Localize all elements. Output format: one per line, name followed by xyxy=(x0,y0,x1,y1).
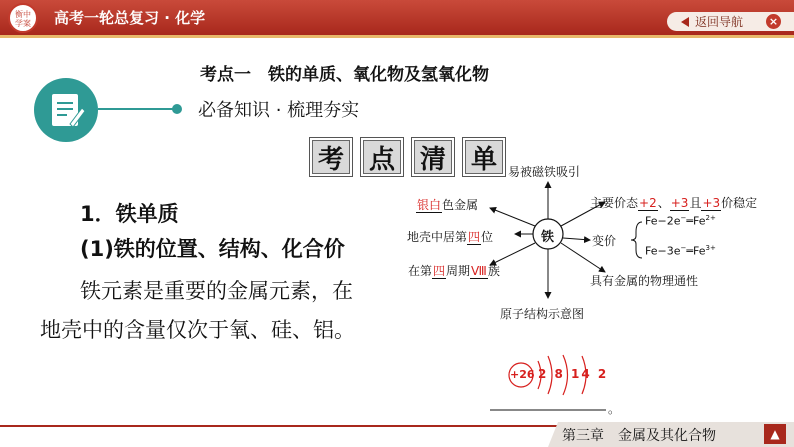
chapter-label: 第三章 金属及其化合物 xyxy=(562,428,716,444)
group-answer: Ⅷ xyxy=(471,264,487,278)
period-property xyxy=(408,262,500,279)
period-answer: 四 xyxy=(433,264,446,278)
physical-property: 具有金属的物理通性 xyxy=(590,274,699,288)
valence-answer-2: +3 xyxy=(670,196,689,210)
banner-char-3: 清 xyxy=(411,137,455,177)
period-mid: 周期 xyxy=(446,264,471,278)
eq1-electron-sup: − xyxy=(680,214,687,222)
period-suffix: 族 xyxy=(487,264,500,278)
eq1-ion-sup: 2+ xyxy=(705,214,716,222)
valence-brace xyxy=(631,222,642,258)
iron-center-label: 铁 xyxy=(541,230,555,245)
change-valence-label: 变价 xyxy=(592,234,617,248)
svg-text:衡中: 衡中 xyxy=(15,10,31,19)
blank-period: 。 xyxy=(608,402,621,416)
banner-char-4: 单 xyxy=(462,137,506,177)
close-icon[interactable]: × xyxy=(766,14,781,29)
paragraph-line-2: 地壳中的含量仅次于氧、硅、铝。 xyxy=(40,318,355,342)
equation-fe3 xyxy=(645,244,716,258)
svg-text:学案: 学案 xyxy=(15,19,31,28)
period-prefix: 在第 xyxy=(408,264,433,278)
crust-answer: 四 xyxy=(468,230,481,244)
valence-sep-1: 、 xyxy=(657,196,670,210)
color-answer: 银白 xyxy=(417,198,442,212)
valence-answer-3: +3 xyxy=(702,196,721,210)
section-subtitle: 必备知识 · 梳理夯实 xyxy=(198,100,360,121)
electron-shells: 2 8 14 2 xyxy=(538,367,609,381)
banner-char-2: 点 xyxy=(360,137,404,177)
color-property xyxy=(416,196,478,213)
nucleus-charge: +26 xyxy=(510,368,535,381)
scroll-top-icon[interactable]: ▲ xyxy=(764,424,786,444)
eq2-electron-sup: − xyxy=(680,244,687,252)
valence-prefix: 主要价态 xyxy=(590,196,639,210)
magnet-property: 易被磁铁吸引 xyxy=(508,165,581,179)
banner-char-1: 考 xyxy=(309,137,353,177)
valence-sep-2: 且 xyxy=(689,196,702,210)
structure-label: 原子结构示意图 xyxy=(500,307,585,321)
eq2-right: ═Fe xyxy=(686,244,706,258)
section-title: 考点一 铁的单质、氧化物及氢氧化物 xyxy=(200,65,489,85)
eq1-right: ═Fe xyxy=(686,214,706,228)
header-title: 高考一轮总复习 · 化学 xyxy=(54,9,206,27)
arrow-right xyxy=(563,238,590,240)
eq1-left: Fe−2e xyxy=(645,214,681,228)
back-to-nav-label: 返回导航 xyxy=(695,15,744,29)
crust-property xyxy=(407,228,493,245)
paragraph-line-1: 铁元素是重要的金属元素，在 xyxy=(80,279,353,303)
eq2-ion-sup: 3+ xyxy=(705,244,716,252)
color-text: 色金属 xyxy=(442,198,479,212)
equation-fe2 xyxy=(645,214,716,228)
eq2-left: Fe−3e xyxy=(645,244,681,258)
valence-suffix: 价稳定 xyxy=(721,196,758,210)
valence-property xyxy=(590,194,757,211)
crust-suffix: 位 xyxy=(481,230,494,244)
subitem-heading: (1)铁的位置、结构、化合价 xyxy=(80,237,345,261)
crust-prefix: 地壳中居第 xyxy=(407,230,468,244)
arrow-upper-left xyxy=(490,208,535,226)
valence-answer-1: +2 xyxy=(639,196,657,210)
item-heading: 1．铁单质 xyxy=(80,202,179,226)
